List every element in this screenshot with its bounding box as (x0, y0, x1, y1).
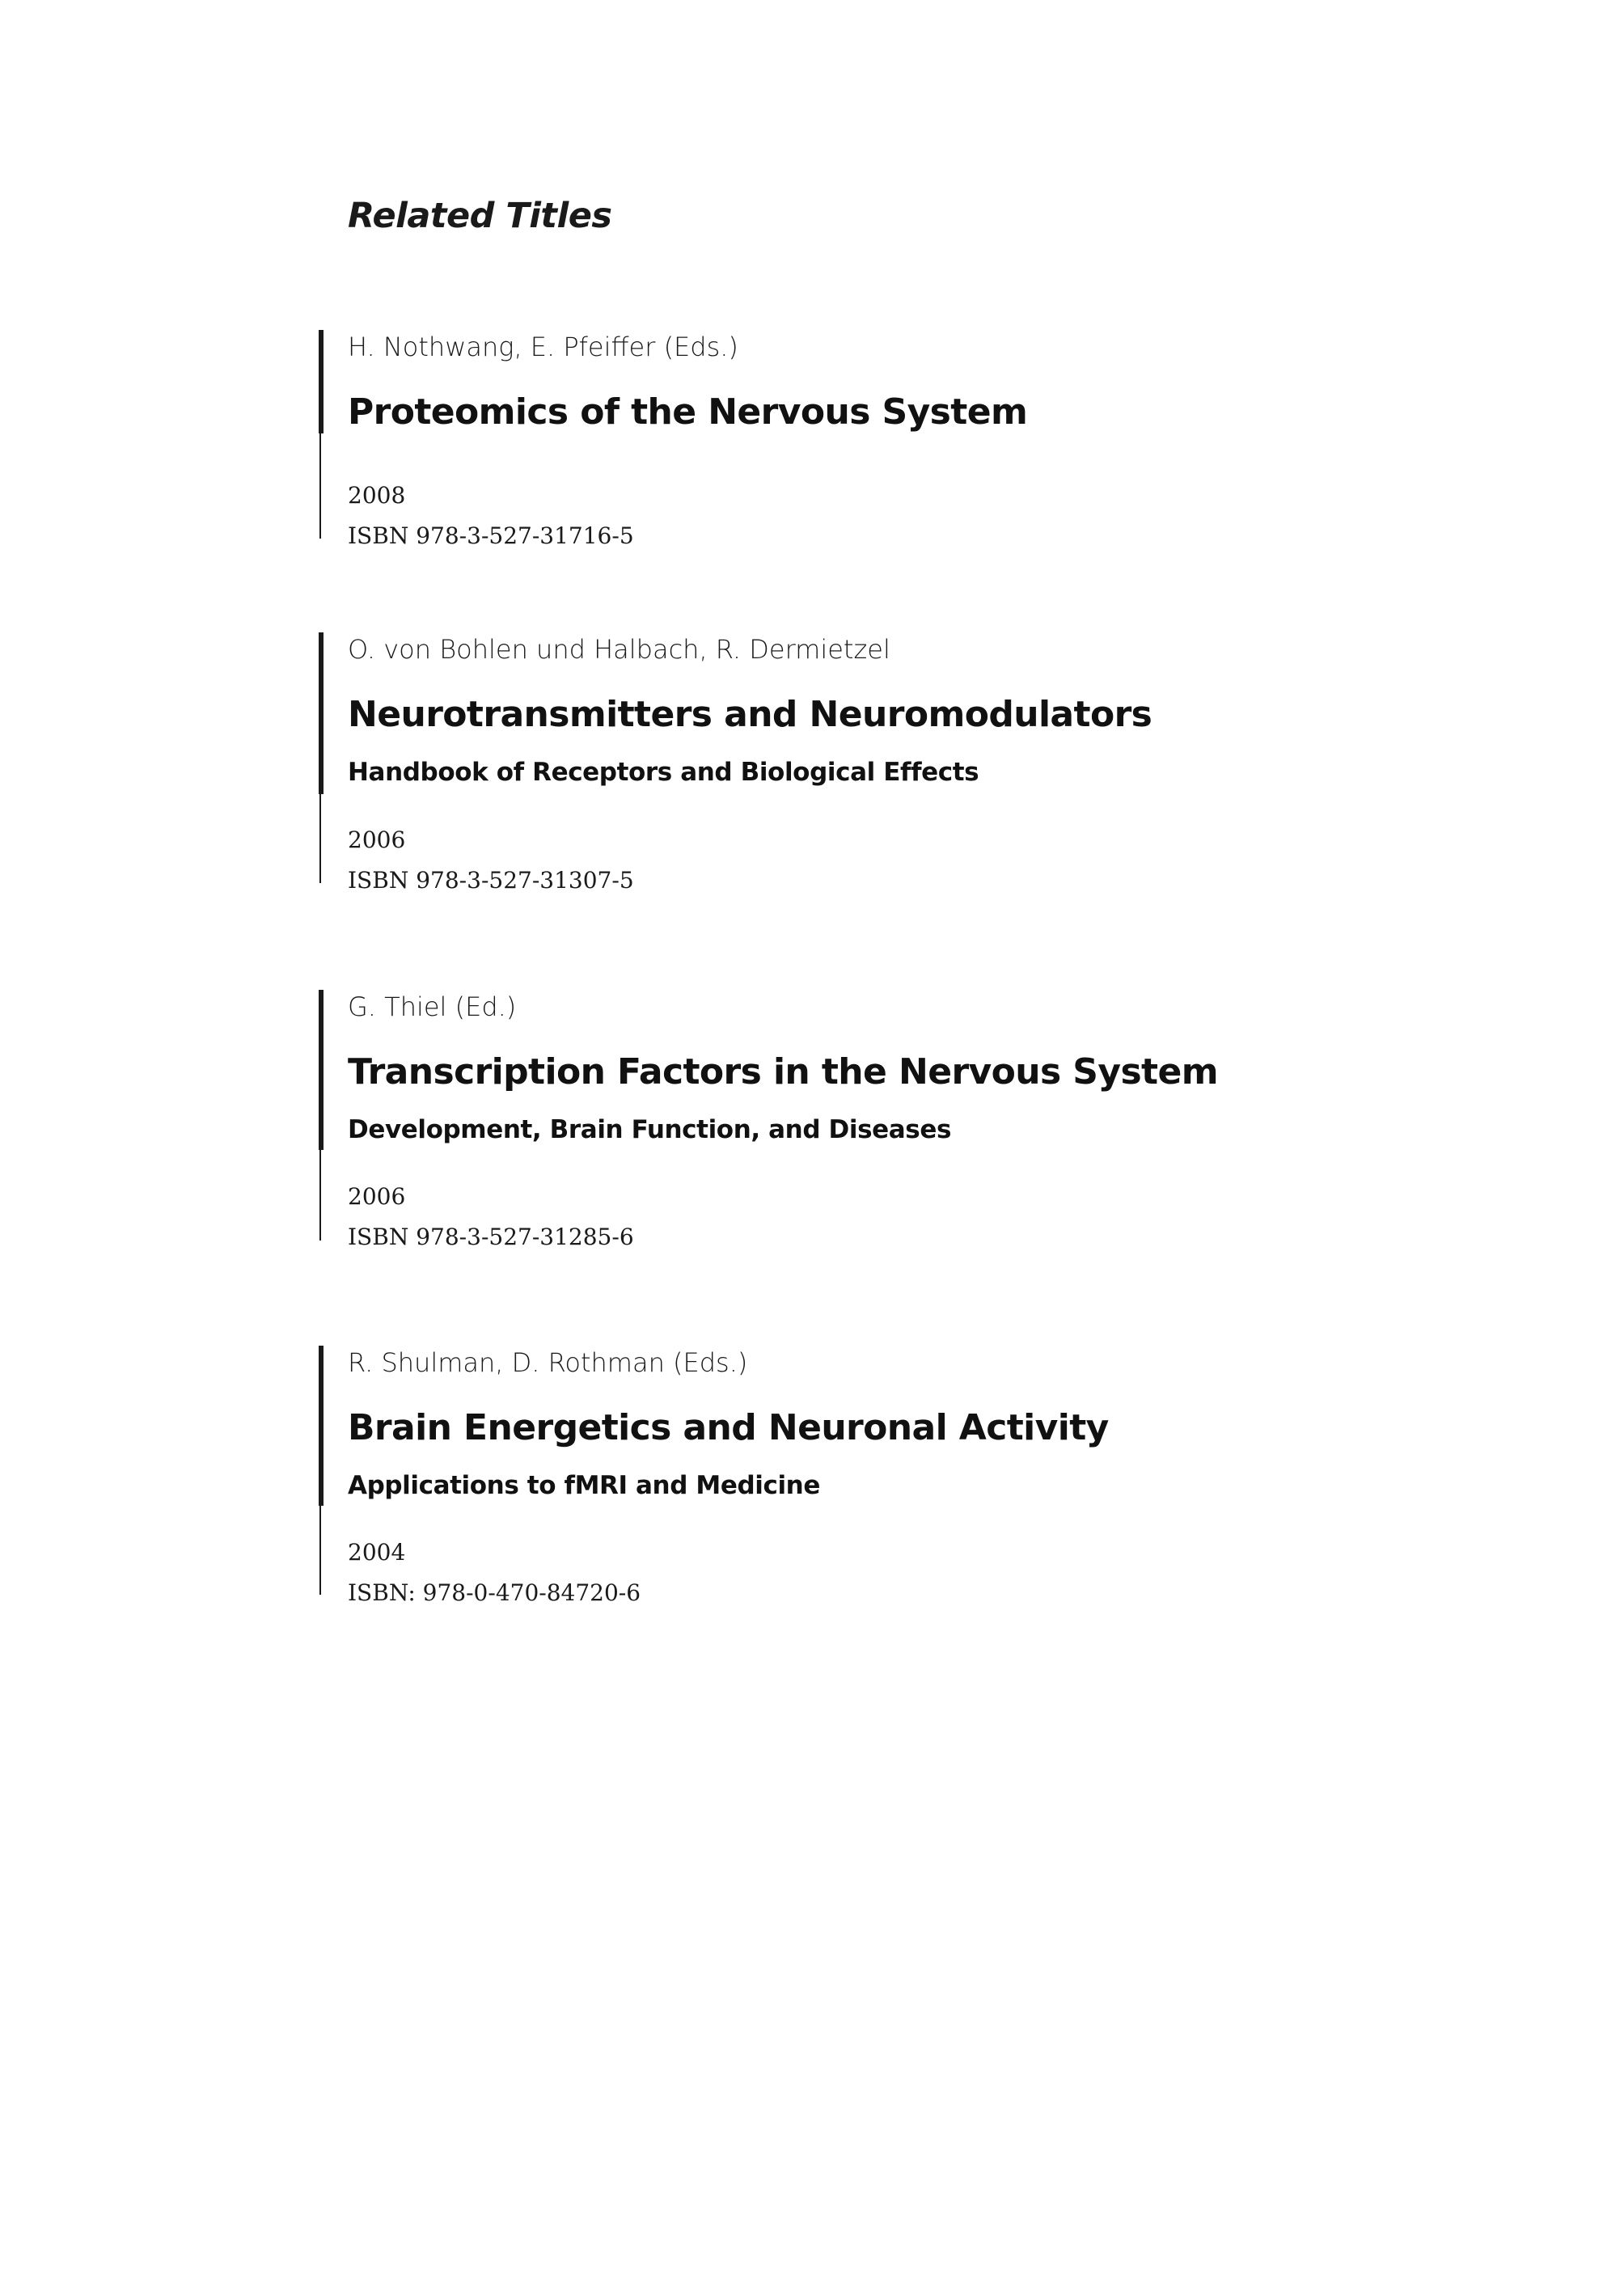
entry-marker-line (319, 433, 321, 539)
entry-authors: O. von Bohlen und Halbach, R. Dermietzel (348, 634, 890, 665)
entry-marker-line (319, 1506, 321, 1595)
entry-marker-bar (319, 990, 324, 1150)
entry-isbn: ISBN 978-3-527-31307-5 (348, 867, 634, 894)
entry-marker-bar (319, 330, 324, 433)
entry-year: 2006 (348, 826, 406, 853)
entry-marker-line (319, 794, 321, 883)
entry-title: Proteomics of the Nervous System (348, 391, 1028, 433)
entry-subtitle: Handbook of Receptors and Biological Effects (348, 758, 979, 787)
entry-title: Neurotransmitters and Neuromodulators (348, 694, 1152, 735)
entry-marker-line (319, 1150, 321, 1241)
entry-year: 2008 (348, 482, 406, 509)
entry-publication-info (348, 1177, 634, 1258)
entry-year: 2006 (348, 1183, 406, 1210)
entry-title: Brain Energetics and Neuronal Activity (348, 1407, 1109, 1448)
entry-publication-info (348, 476, 634, 556)
entry-publication-info (348, 820, 634, 901)
entry-title: Transcription Factors in the Nervous System (348, 1051, 1218, 1093)
entry-subtitle: Applications to fMRI and Medicine (348, 1471, 820, 1500)
entry-isbn: ISBN 978-3-527-31716-5 (348, 522, 634, 549)
entry-year: 2004 (348, 1539, 406, 1566)
entry-marker-bar (319, 1346, 324, 1506)
entry-subtitle: Development, Brain Function, and Diseases (348, 1115, 951, 1144)
entry-isbn: ISBN 978-3-527-31285-6 (348, 1224, 634, 1250)
entry-authors: H. Nothwang, E. Pfeiffer (Eds.) (348, 332, 738, 362)
entry-marker-bar (319, 632, 324, 794)
entry-authors: R. Shulman, D. Rothman (Eds.) (348, 1347, 748, 1378)
entry-publication-info (348, 1532, 641, 1613)
entry-authors: G. Thiel (Ed.) (348, 991, 517, 1022)
entry-isbn: ISBN: 978-0-470-84720-6 (348, 1579, 641, 1606)
page-title: Related Titles (348, 196, 612, 236)
